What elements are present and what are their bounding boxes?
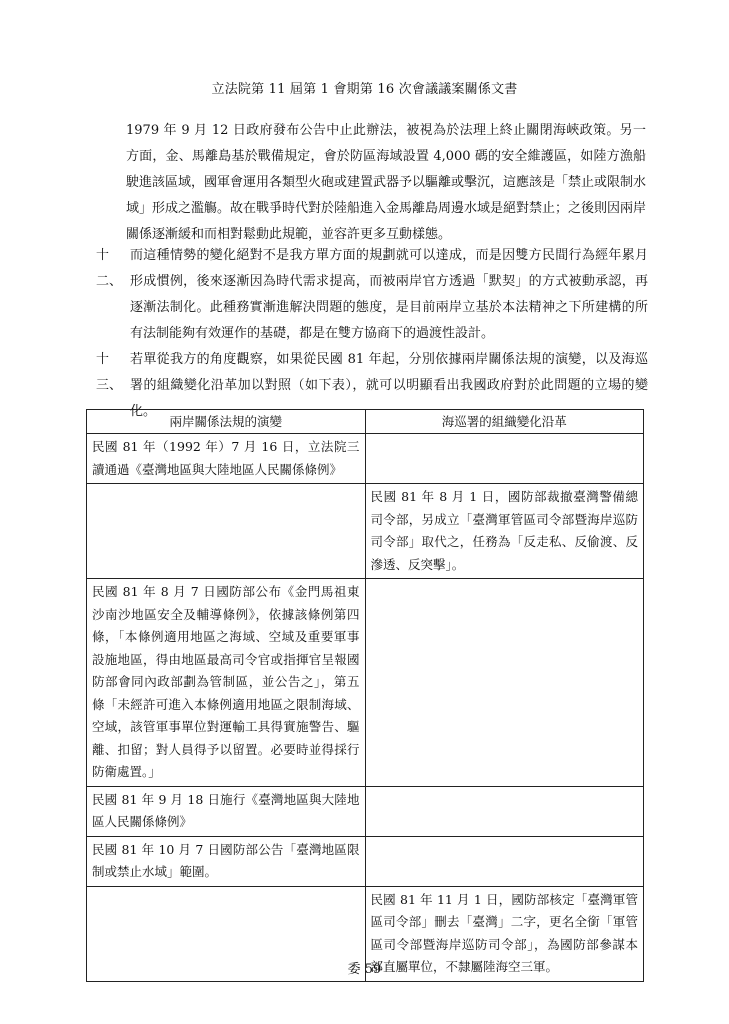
table-row [87,434,644,484]
list-item-12 [96,243,648,347]
table-cell-right [365,579,644,787]
page-number: 委 59 [347,962,382,977]
table-cell-left: 民國 81 年（1992 年）7 月 16 日，立法院三讀通過《臺灣地區與大陸地區人民關係條例》 [87,434,366,484]
intro-text: 1979 年 9 月 12 日政府發布公告中止此辦法，被視為於法理上終止關閉海峽政策。另一方面，金、馬離島基於戰備規定，會於防區海域設置 4,000 碼的安全維護區，如陸方漁船駛進該區域，國軍會運用各類型火砲或建置武器予以驅離或擊沉，這應該是「禁止或限制水域」形成之濫觴。故在戰爭時代對於陸船進入金馬離島周邊水域是絕對禁止；之後則因兩岸關係逐漸緩和而相對鬆動此規範，並容許更多互動樣態。 [126,123,647,242]
table-cell-right [365,434,644,484]
list-item-text: 而這種情勢的變化絕對不是我方單方面的規劃就可以達成，而是因雙方民間行為經年累月形成慣例，後來逐漸因為時代需求提高，而被兩岸官方透過「默契」的方式被動承認，再逐漸法制化。此種務實漸進解決問題的態度，是目前兩岸立基於本法精神之下所建構的所有法制能夠有效運作的基礎，都是在雙方協商下的過渡性設計。 [130,248,648,341]
table-row [87,484,644,579]
list-item-marker: 十二、 [96,248,123,289]
table-cell-right [365,836,644,886]
intro-paragraph [126,118,646,248]
table-cell-right: 民國 81 年 11 月 1 日，國防部核定「臺灣軍管區司令部」刪去「臺灣」二字，更名全銜「軍管區司令部暨海岸巡防司令部」，為國防部參謀本部直屬單位，不隸屬陸海空三軍。 [365,886,644,981]
table-cell-left [87,484,366,579]
table-cell-left: 民國 81 年 9 月 18 日施行《臺灣地區與大陸地區人民關係條例》 [87,786,366,836]
list-item-marker: 十三、 [96,352,123,393]
column-header-law-evolution: 兩岸關係法規的演變 [87,410,366,434]
table-header-row [87,410,644,434]
table-cell-right: 民國 81 年 8 月 1 日，國防部裁撤臺灣警備總司令部，另成立「臺灣軍管區司令部暨海岸巡防司令部」取代之，任務為「反走私、反偷渡、反滲透、反突擊」。 [365,484,644,579]
page-header: 立法院第 11 屆第 1 會期第 16 次會議議案關係文書 [211,82,518,97]
table-row [87,579,644,787]
table-cell-right [365,786,644,836]
column-header-coast-guard-history: 海巡署的組織變化沿革 [365,410,644,434]
table-row [87,786,644,836]
table-row [87,836,644,886]
comparison-table [86,409,644,982]
table-cell-left: 民國 81 年 8 月 7 日國防部公布《金門馬祖東沙南沙地區安全及輔導條例》，依據該條例第四條，「本條例適用地區之海域、空域及重要軍事設施地區，得由地區最高司令官或指揮官呈報國防部會同內政部劃為管制區，並公告之」，第五條「未經許可進入本條例適用地區之限制海域、空域，該管軍事單位對運輸工具得實施警告、驅離、扣留；對人員得予以留置。必要時並得採行防衛處置。」 [87,579,366,787]
table-cell-left: 民國 81 年 10 月 7 日國防部公告「臺灣地區限制或禁止水域」範圍。 [87,836,366,886]
list-item-text: 若單從我方的角度觀察，如果從民國 81 年起，分別依據兩岸關係法規的演變，以及海巡署的組織變化沿革加以對照（如下表），就可以明顯看出我國政府對於此問題的立場的變化。 [130,352,648,419]
